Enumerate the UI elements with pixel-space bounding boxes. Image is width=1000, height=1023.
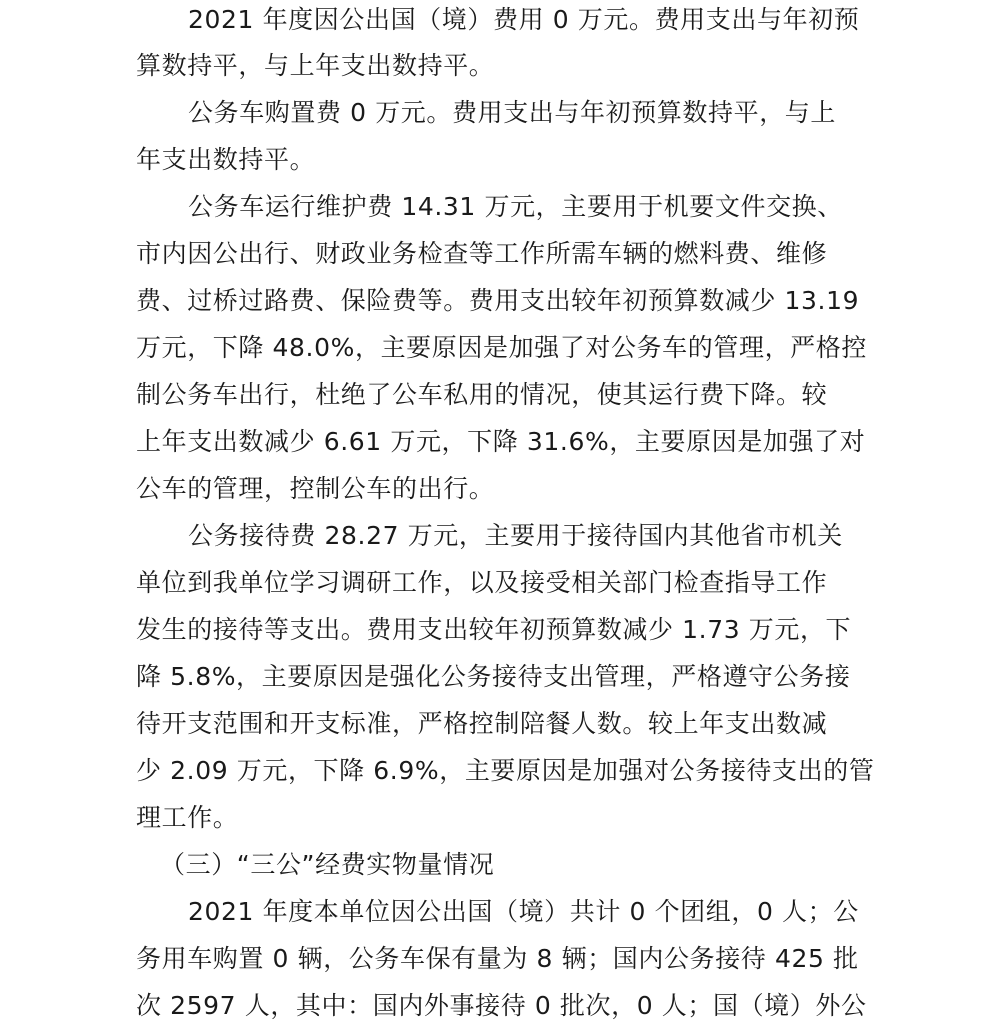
text-line: 算数持平，与上年支出数持平。: [136, 51, 495, 80]
text-line: 次 2597 人，其中：国内外事接待 0 批次，0 人；国（境）外公: [136, 991, 867, 1020]
text-line: 单位到我单位学习调研工作，以及接受相关部门检查指导工作: [136, 568, 828, 597]
text-line: 年支出数持平。: [136, 145, 316, 174]
text-line: 公务接待费 28.27 万元，主要用于接待国内其他省市机关: [188, 521, 843, 550]
text-line: 待开支范围和开支标准，严格控制陪餐人数。较上年支出数减: [136, 709, 828, 738]
text-line: 制公务车出行，杜绝了公车私用的情况，使其运行费下降。较: [136, 380, 828, 409]
text-line: 理工作。: [136, 803, 239, 832]
text-line: 降 5.8%，主要原因是强化公务接待支出管理，严格遵守公务接: [136, 662, 851, 691]
text-line: 发生的接待等支出。费用支出较年初预算数减少 1.73 万元，下: [136, 615, 852, 644]
text-line: 2021 年度因公出国（境）费用 0 万元。费用支出与年初预: [188, 5, 860, 34]
text-line: 公务车购置费 0 万元。费用支出与年初预算数持平，与上: [188, 98, 837, 127]
text-line: 市内因公出行、财政业务检查等工作所需车辆的燃料费、维修: [136, 239, 828, 268]
text-line: 上年支出数减少 6.61 万元，下降 31.6%，主要原因是加强了对: [136, 427, 866, 456]
text-line: 2021 年度本单位因公出国（境）共计 0 个团组，0 人；公: [188, 897, 859, 926]
section-heading: （三）“三公”经费实物量情况: [160, 850, 495, 879]
text-line: 费、过桥过路费、保险费等。费用支出较年初预算数减少 13.19: [136, 286, 860, 315]
text-line: 万元，下降 48.0%，主要原因是加强了对公务车的管理，严格控: [136, 333, 867, 362]
text-line: 务用车购置 0 辆，公务车保有量为 8 辆；国内公务接待 425 批: [136, 944, 859, 973]
text-line: 少 2.09 万元，下降 6.9%，主要原因是加强对公务接待支出的管: [136, 756, 875, 785]
text-line: 公务车运行维护费 14.31 万元，主要用于机要文件交换、: [188, 192, 843, 221]
text-line: 公车的管理，控制公车的出行。: [136, 474, 495, 503]
